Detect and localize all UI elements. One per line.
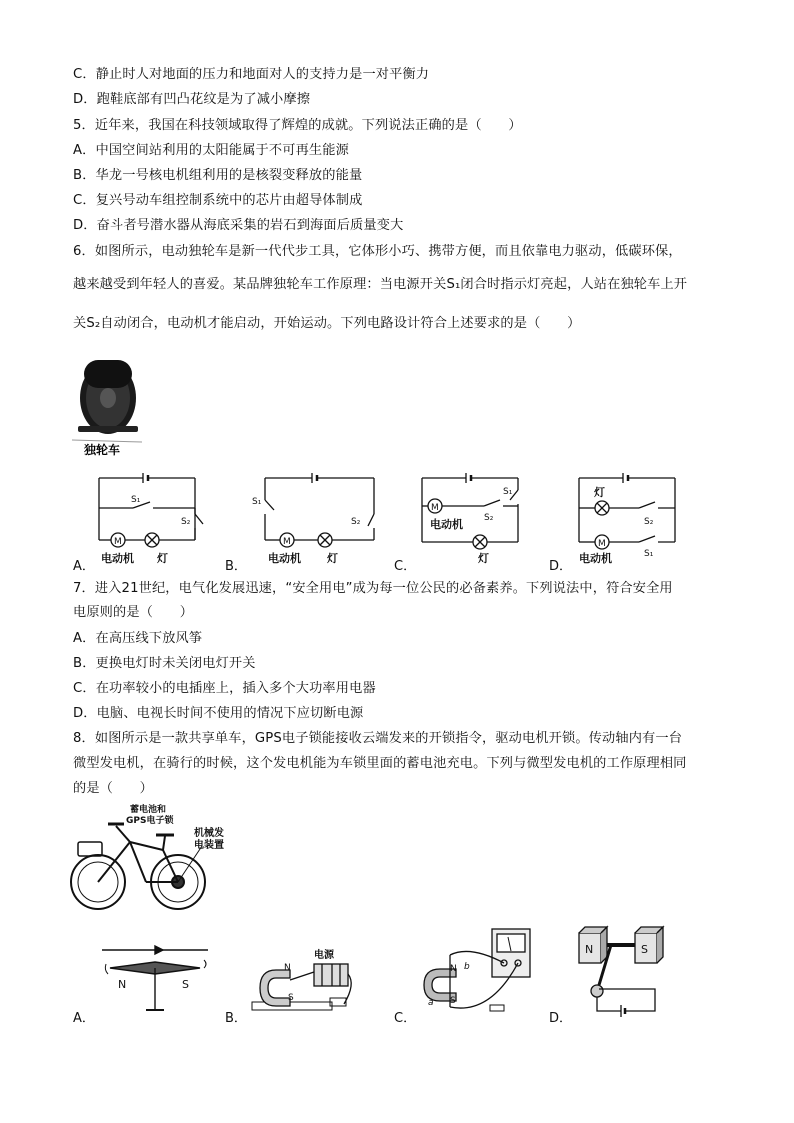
q4-option-c: C．静止时人对地面的压力和地面对人的支持力是一对平衡力 — [73, 67, 430, 82]
circuit-option-a: A． — [73, 559, 95, 574]
motor-label: 电动机 — [579, 552, 612, 565]
q8-option-d: D． — [549, 1011, 573, 1026]
switch-label: S₁ — [131, 495, 141, 505]
q4-option-d: D．跑鞋底部有凹凸花纹是为了减小摩擦 — [73, 92, 311, 107]
north-pole-label: N — [450, 964, 457, 974]
motor-label: 电动机 — [430, 518, 463, 531]
q8-figure-a — [100, 940, 215, 1020]
q8-figure-c — [420, 925, 535, 1020]
south-pole-label: S — [182, 978, 189, 991]
switch-label: S₂ — [484, 513, 494, 523]
switch-label: S₁ — [503, 487, 513, 497]
q8-stem-line1: 8．如图所示是一款共享单车，GPS电子锁能接收云端发来的开锁指令，驱动电机开锁。传动轴内有一台 — [73, 731, 683, 746]
circuit-d — [575, 470, 685, 565]
bike-label-line3: 机械发 — [194, 828, 224, 839]
q8-figure-b — [248, 940, 358, 1020]
motor-symbol: M — [431, 503, 439, 513]
motor-label: 电动机 — [268, 552, 301, 565]
switch-label: S₂ — [644, 517, 654, 527]
point-a-label: a — [428, 998, 434, 1008]
south-pole-label: S — [450, 996, 456, 1006]
switch-label: S₂ — [351, 517, 361, 527]
motor-symbol: M — [114, 537, 122, 547]
circuit-option-b: B． — [225, 559, 247, 574]
q8-stem-line2: 微型发电机，在骑行的时候，这个发电机能为车锁里面的蓄电池充电。下列与微型发电机的工作原理相同 — [73, 756, 687, 771]
lamp-label: 灯 — [157, 552, 168, 565]
circuit-b — [250, 470, 380, 565]
switch-label: S₁ — [644, 549, 654, 559]
q6-stem-line3: 关S₂自动闭合，电动机才能启动，开始运动。下列电路设计符合上述要求的是（ ） — [73, 316, 581, 331]
motor-symbol: M — [283, 537, 291, 547]
q8-stem-line3: 的是（ ） — [73, 781, 154, 796]
north-pole-label: N — [284, 963, 291, 973]
q8-option-c: C． — [394, 1011, 417, 1026]
q5-option-b: B．华龙一号核电机组利用的是核裂变释放的能量 — [73, 168, 363, 183]
q7-option-b: B．更换电灯时未关闭电灯开关 — [73, 656, 256, 671]
q5-stem: 5．近年来，我国在科技领域取得了辉煌的成就。下列说法正确的是（ ） — [73, 118, 522, 133]
q8-figure-d — [575, 925, 665, 1020]
power-source-label: 电源 — [314, 950, 334, 961]
q7-stem-line1: 7．进入21世纪，电气化发展迅速，“安全用电”成为每一位公民的必备素养。下列说法中，符合安全用 — [73, 581, 673, 596]
q5-option-a: A．中国空间站利用的太阳能属于不可再生能源 — [73, 143, 349, 158]
q7-option-c: C．在功率较小的电插座上，插入多个大功率用电器 — [73, 681, 376, 696]
shared-bike-figure — [68, 800, 253, 915]
q7-stem-line2: 电原则的是（ ） — [73, 605, 194, 620]
lamp-label: 灯 — [594, 486, 605, 499]
unicycle-caption: 独轮车 — [84, 443, 121, 457]
bike-label-line2: GPS电子锁 — [126, 816, 174, 826]
q6-stem-line2: 越来越受到年轻人的喜爱。某品牌独轮车工作原理：当电源开关S₁闭合时指示灯亮起，人站在独轮车上开 — [73, 277, 688, 292]
q6-stem-line1: 6．如图所示，电动独轮车是新一代代步工具，它体形小巧、携带方便，而且依靠电力驱动，低碳环保， — [73, 244, 682, 259]
circuit-option-c: C． — [394, 559, 417, 574]
bike-label-line4: 电装置 — [194, 840, 224, 851]
switch-label: S₂ — [181, 517, 191, 527]
unicycle-figure — [70, 350, 150, 460]
motor-label: 电动机 — [101, 552, 134, 565]
point-b-label: b — [464, 962, 470, 972]
q8-option-b: B． — [225, 1011, 247, 1026]
circuit-option-d: D． — [549, 559, 573, 574]
switch-label: S₁ — [252, 497, 262, 507]
lamp-label: 灯 — [327, 552, 338, 565]
bike-label-line1: 蓄电池和 — [130, 805, 167, 815]
north-pole-label: N — [585, 943, 594, 956]
q5-option-c: C．复兴号动车组控制系统中的芯片由超导体制成 — [73, 193, 363, 208]
motor-symbol: M — [598, 539, 606, 549]
south-pole-label: S — [288, 993, 294, 1003]
circuit-c — [418, 470, 528, 565]
north-pole-label: N — [118, 978, 127, 991]
q7-option-a: A．在高压线下放风筝 — [73, 631, 203, 646]
circuit-a — [95, 470, 205, 565]
q8-option-a: A． — [73, 1011, 95, 1026]
q5-option-d: D．奋斗者号潜水器从海底采集的岩石到海面后质量变大 — [73, 218, 404, 233]
q7-option-d: D．电脑、电视长时间不使用的情况下应切断电源 — [73, 706, 364, 721]
south-pole-label: S — [641, 943, 648, 956]
lamp-label: 灯 — [478, 552, 489, 565]
